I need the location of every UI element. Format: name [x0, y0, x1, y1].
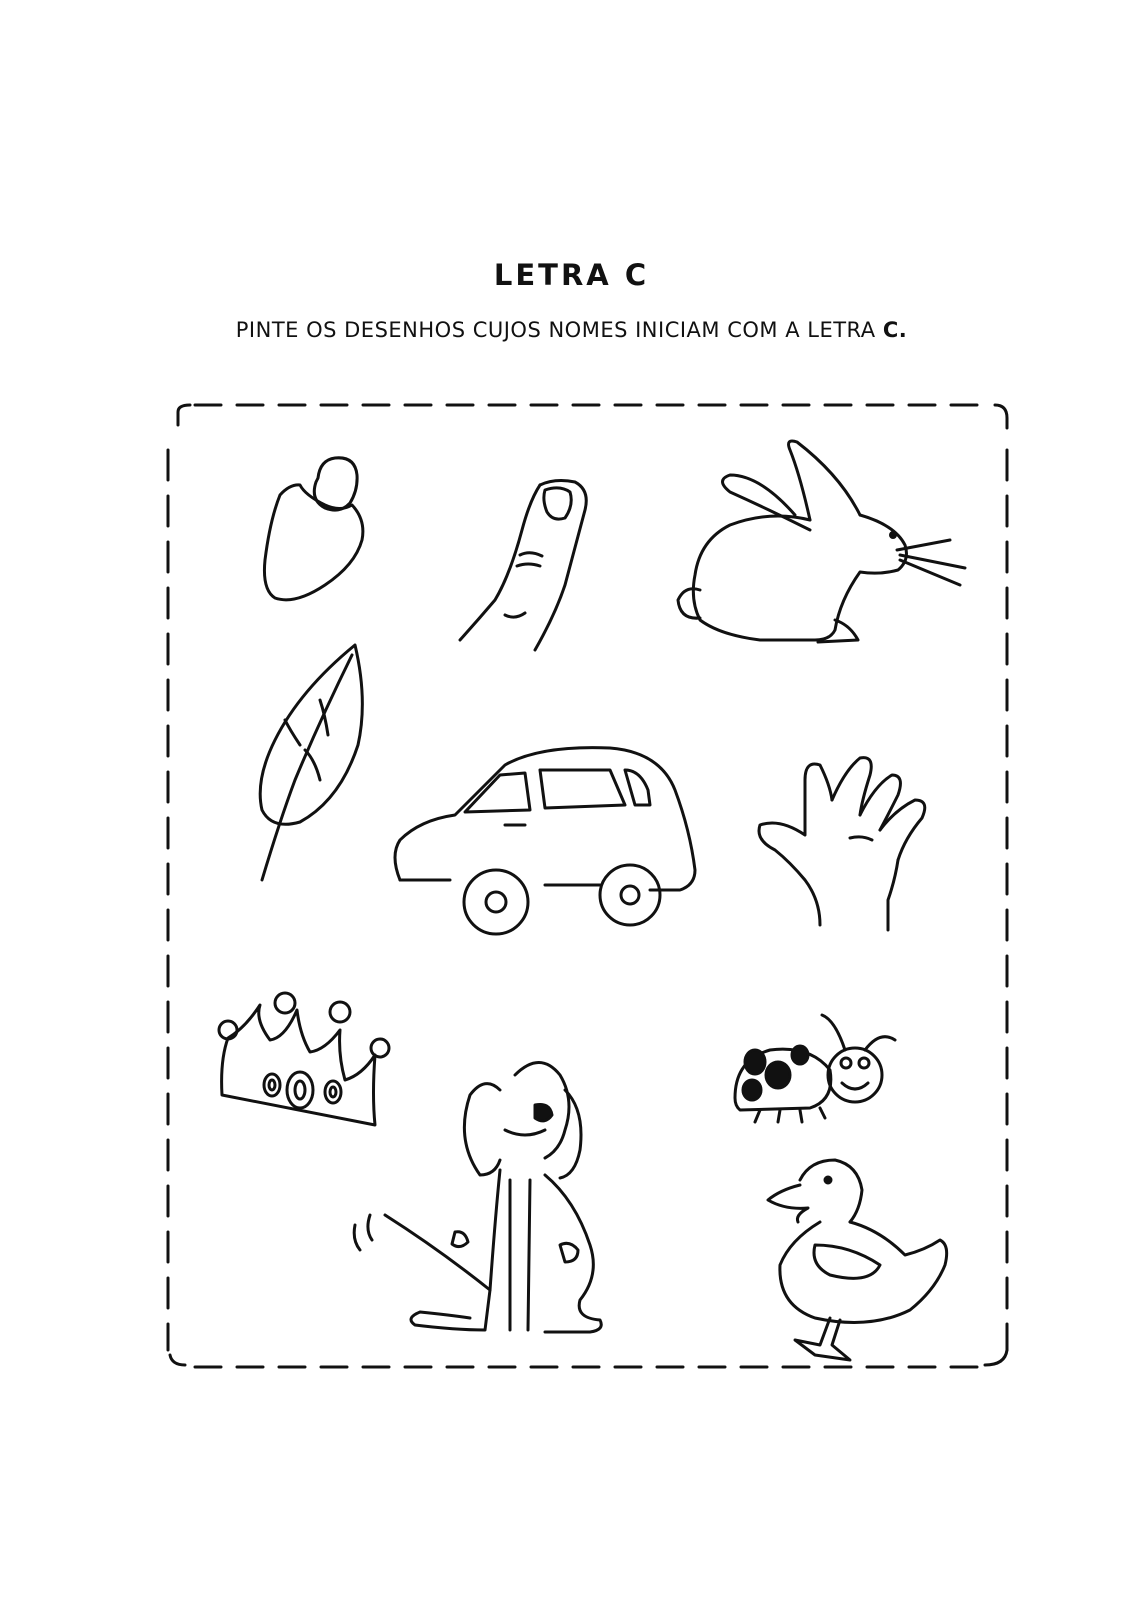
- leaf-icon: [260, 645, 362, 880]
- car-icon: [395, 748, 695, 934]
- page-title: LETRA C: [493, 258, 650, 292]
- crown-icon: [219, 993, 389, 1125]
- instruction-text: PINTE OS DESENHOS CUJOS NOMES INICIAM COM A LETRA: [235, 318, 883, 342]
- cashew-icon: [264, 458, 362, 600]
- rabbit-icon: [678, 441, 965, 642]
- ladybug-icon: [735, 1015, 895, 1122]
- instruction-letter: C.: [882, 318, 908, 342]
- duck-icon: [768, 1160, 947, 1360]
- hand-icon: [759, 758, 925, 930]
- dog-icon: [354, 1063, 601, 1333]
- finger-icon: [460, 481, 586, 650]
